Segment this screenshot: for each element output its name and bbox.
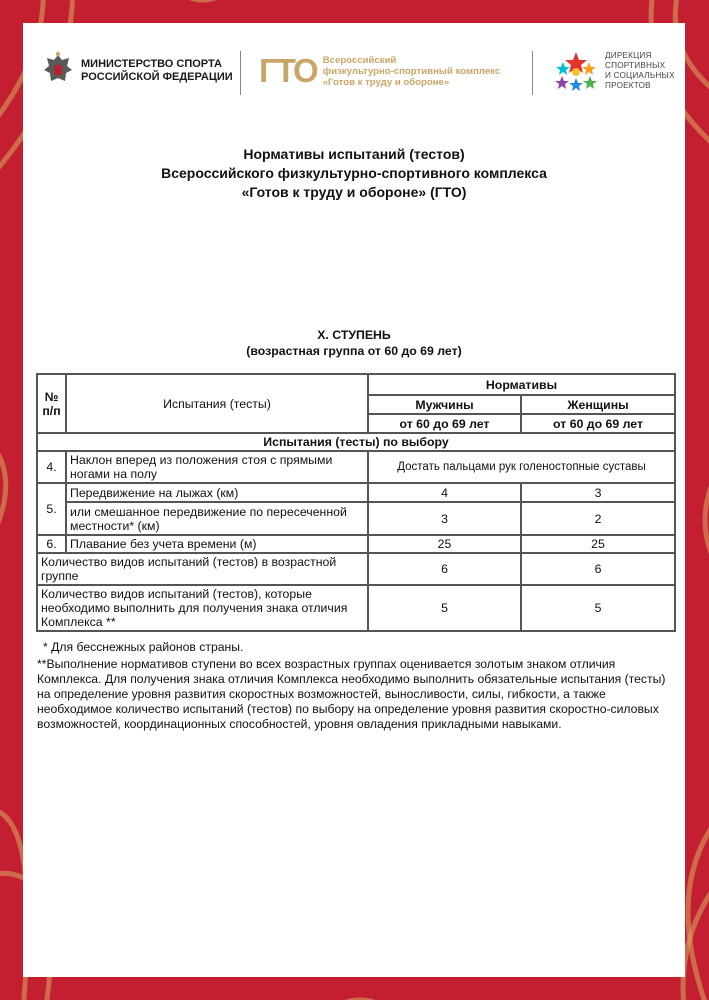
gto-text-line2: физкультурно-спортивный комплекс (322, 65, 501, 77)
gto-mark: ГТО (259, 52, 317, 89)
summary-label: Количество видов испытаний (тестов), которые необходимо выполнить для получения знака отличия Комплекса ** (37, 585, 368, 631)
gto-text-line1: Всероссийский (322, 54, 397, 66)
norms-table (36, 373, 676, 632)
summary-men-value: 5 (368, 585, 521, 631)
dir-text-line4: ПРОЕКТОВ (605, 81, 651, 90)
row-norm-merged: Достать пальцами рук голеностопные суставы (368, 451, 675, 483)
dir-text-line3: И СОЦИАЛЬНЫХ (605, 71, 675, 80)
table-row (37, 451, 675, 483)
header-number: № п/п (37, 374, 66, 433)
gto-logo (259, 53, 500, 89)
table-row (37, 483, 675, 502)
row-test: Плавание без учета времени (м) (66, 535, 368, 553)
title-line2: Всероссийского физкультурно-спортивного комплекса (161, 165, 547, 181)
row-number: 4. (37, 451, 66, 483)
row-number: 6. (37, 535, 66, 553)
header-men-age: от 60 до 69 лет (368, 414, 521, 433)
summary-women-value: 5 (521, 585, 675, 631)
ministry-logo (43, 51, 233, 91)
header-logos (23, 23, 685, 123)
header-tests: Испытания (тесты) (66, 374, 368, 433)
header-men: Мужчины (368, 395, 521, 414)
row-men-value: 3 (368, 502, 521, 535)
row-women-value: 2 (521, 502, 675, 535)
document-title (23, 145, 685, 202)
row-test: или смешанное передвижение по пересеченной местности* (км) (66, 502, 368, 535)
header-norms: Нормативы (368, 374, 675, 395)
colorful-stars-icon (555, 50, 597, 92)
row-number: 5. (37, 483, 66, 535)
footnotes (37, 640, 673, 732)
row-women-value: 25 (521, 535, 675, 553)
ministry-name-line1: МИНИСТЕРСТВО СПОРТА (81, 58, 222, 70)
stage-line2: (возрастная группа от 60 до 69 лет) (246, 344, 462, 358)
table-row (37, 535, 675, 553)
coat-of-arms-icon (43, 51, 73, 91)
footnote-1: * Для бесснежных районов страны. (43, 640, 244, 654)
row-test: Передвижение на лыжах (км) (66, 483, 368, 502)
stage-line1: X. СТУПЕНЬ (317, 328, 391, 342)
dir-text-line2: СПОРТИВНЫХ (605, 61, 666, 70)
summary-label: Количество видов испытаний (тестов) в возрастной группе (37, 553, 368, 585)
document-sheet (23, 23, 685, 977)
ministry-name-line2: РОССИЙСКОЙ ФЕДЕРАЦИИ (81, 71, 233, 83)
row-women-value: 3 (521, 483, 675, 502)
header-women-age: от 60 до 69 лет (521, 414, 675, 433)
row-men-value: 4 (368, 483, 521, 502)
table-row (37, 502, 675, 535)
summary-row (37, 585, 675, 631)
row-men-value: 25 (368, 535, 521, 553)
summary-men-value: 6 (368, 553, 521, 585)
footnote-2: **Выполнение нормативов ступени во всех возрастных группах оценивается золотым знаком отличия Комплекса. Для получения знака отличия Комплекса необходимо выполнить обязательные испытания (тесты) на определение уровня развития скоростных возможностей, выносливости, силы, гибкости, а также необходимое количество испытаний (тестов) по выбору на определение уровня развития скоростно-силовых возможностей, координационных способностей, уровня овладения прикладными навыками. (37, 657, 666, 731)
stage-title (23, 327, 685, 359)
section-optional-tests: Испытания (тесты) по выбору (37, 433, 675, 451)
divider (532, 51, 533, 95)
summary-row (37, 553, 675, 585)
summary-women-value: 6 (521, 553, 675, 585)
title-line3: «Готов к труду и обороне» (ГТО) (241, 184, 467, 200)
directorate-logo (555, 50, 675, 92)
dir-text-line1: ДИРЕКЦИЯ (605, 51, 652, 60)
divider (240, 51, 241, 95)
gto-text-line3: «Готов к труду и обороне» (322, 76, 450, 88)
header-women: Женщины (521, 395, 675, 414)
row-test: Наклон вперед из положения стоя с прямыми ногами на полу (66, 451, 368, 483)
title-line1: Нормативы испытаний (тестов) (243, 146, 465, 162)
